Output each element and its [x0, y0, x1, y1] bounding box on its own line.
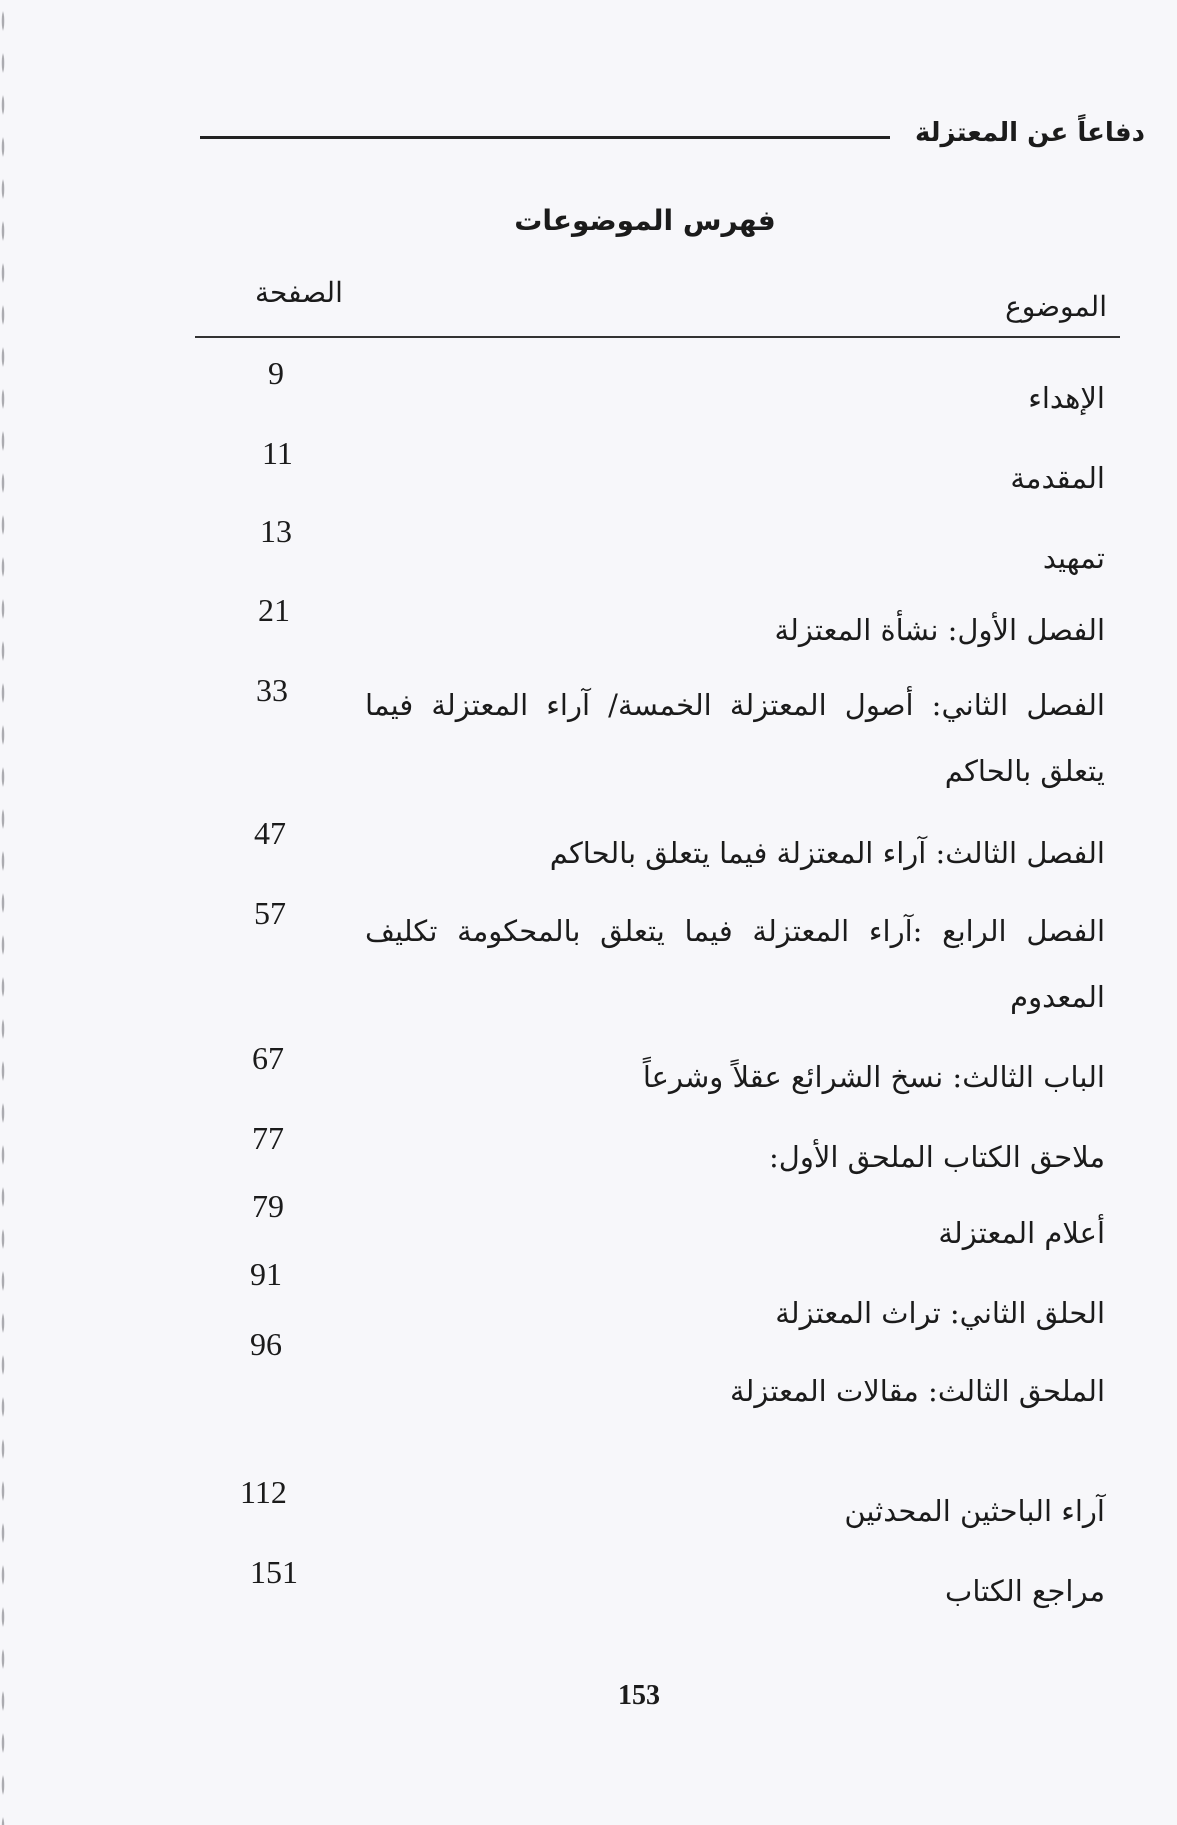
toc-entry-page: 91 [250, 1256, 282, 1292]
toc-entry-title: ملاحق الكتاب الملحق الأول: [768, 1140, 1105, 1174]
toc-entry-title: الملحق الثالث: مقالات المعتزلة [729, 1374, 1105, 1408]
toc-entry-title: المقدمة [1010, 461, 1105, 495]
column-header-page: الصفحة [255, 276, 343, 309]
toc-entry-page: 79 [252, 1188, 284, 1224]
toc-entry-title: أعلام المعتزلة [938, 1216, 1105, 1250]
toc-entry-title: الباب الثالث: نسخ الشرائع عقلاً وشرعاً [642, 1060, 1105, 1094]
toc-entry-page: 112 [240, 1474, 287, 1510]
toc-title: فهرس الموضوعات [514, 204, 776, 237]
toc-entry-page: 9 [268, 355, 284, 391]
toc-entry-title: تمهيد [1042, 541, 1105, 575]
running-head-rule [200, 136, 890, 139]
toc-entry-page: 77 [252, 1120, 284, 1156]
toc-entry-title: الفصل الأول: نشأة المعتزلة [774, 613, 1105, 647]
toc-entry-page: 47 [254, 815, 286, 851]
toc-entry-page: 151 [250, 1554, 298, 1590]
toc-entry-title: الفصل الثالث: آراء المعتزلة فيما يتعلق بالحاكم [549, 836, 1105, 870]
toc-entry-page: 11 [262, 435, 293, 471]
column-header-topic: الموضوع [1005, 290, 1107, 323]
running-head-title: دفاعاً عن المعتزلة [914, 118, 1145, 148]
toc-entry-page: 57 [254, 895, 286, 931]
toc-entry-page: 67 [252, 1040, 284, 1076]
toc-entry-title: الإهداء [1028, 381, 1105, 415]
toc-entry-title: الحلق الثاني: تراث المعتزلة [775, 1296, 1105, 1330]
toc-entry-title: الفصل الثاني: أصول المعتزلة الخمسة/ آراء المعتزلة فيما يتعلق بالحاكم [365, 688, 1105, 788]
scan-edge [0, 0, 6, 1825]
toc-entry-page: 13 [260, 513, 292, 549]
running-head [200, 118, 1145, 158]
header-rule [195, 336, 1120, 338]
toc-entry-title: آراء الباحثين المحدثين [844, 1494, 1105, 1528]
toc-entry-page: 21 [258, 592, 290, 628]
toc-entry-title: مراجع الكتاب [945, 1574, 1105, 1608]
toc-entry-page: 33 [256, 672, 288, 708]
page-number: 153 [618, 1680, 660, 1711]
toc-entry-title: الفصل الرابع :آراء المعتزلة فيما يتعلق بالمحكومة تكليف المعدوم [365, 914, 1105, 1014]
toc-entry-page: 96 [250, 1326, 282, 1362]
